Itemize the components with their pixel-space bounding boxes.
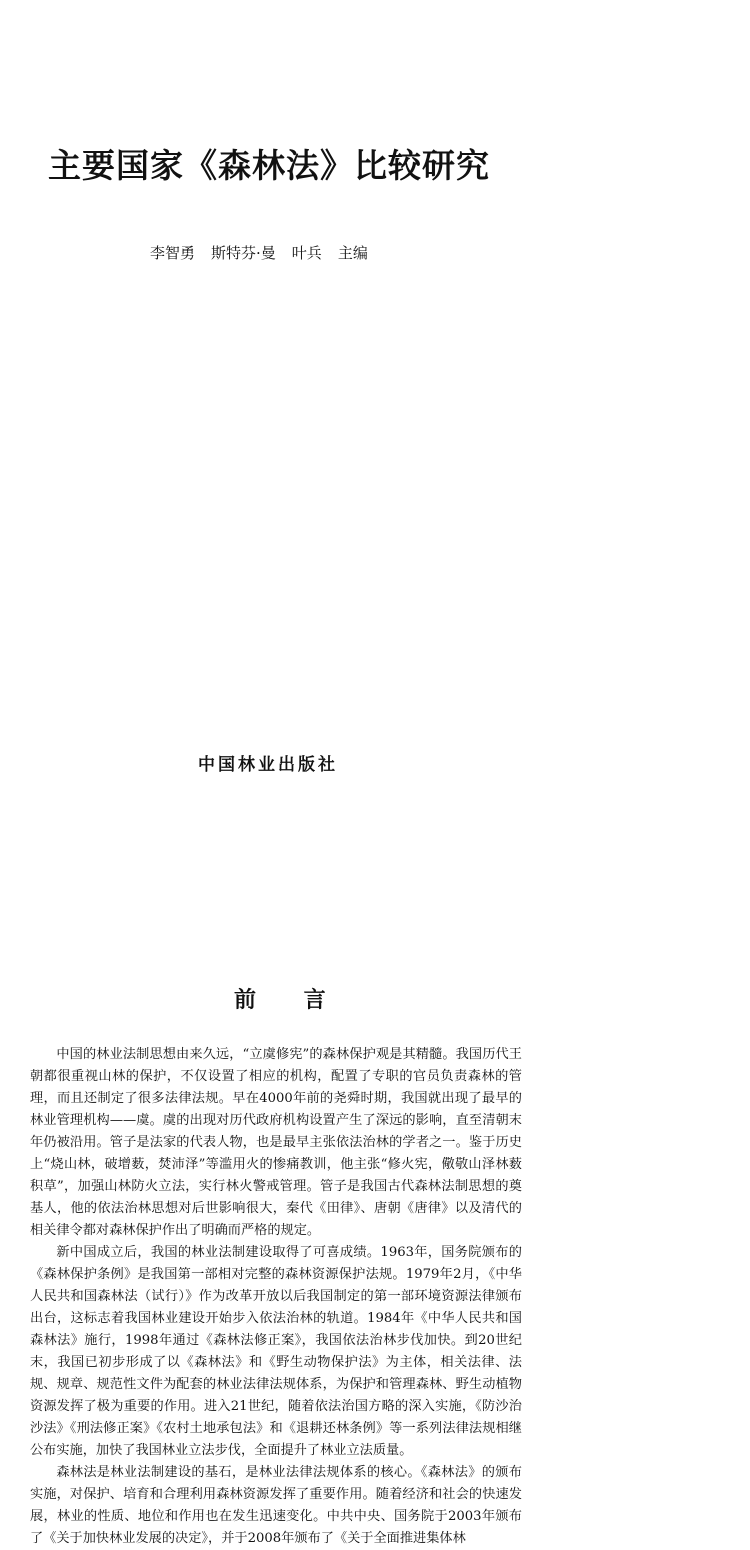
preface-paragraph: 森林法是林业法制建设的基石，是林业法律法规体系的核心。《森林法》的颁布实施，对保护、培育和合理利用森林资源发挥了重要作用。随着经济和社会的快速发展，林业的性质、地位和作用也在发生迅速变化。中共中央、国务院于2003年颁布了《关于加快林业发展的决定》，并于2008年颁布了《关于全面推进集体林 [30,1465,522,1546]
publisher-name: 中国林业出版社 [198,755,338,775]
author-line [150,242,368,263]
author-name: 叶兵 [291,244,322,262]
preface-body [30,1044,522,1550]
book-title: 主要国家《森林法》比较研究 [48,146,490,185]
author-name: 斯特芬·曼 [211,244,276,262]
preface-heading: 前 言 [234,987,346,1013]
author-name: 李智勇 [150,244,196,262]
preface-paragraph: 中国的林业法制思想由来久远，“立虞修宪”的森林保护观是其精髓。我国历代王朝都很重视山林的保护，不仅设置了相应的机构，配置了专职的官员负责森林的管理，而且还制定了很多法律法规。早在4000年前的尧舜时期，我国就出现了最早的林业管理机构——虞。虞的出现对历代政府机构设置产生了深远的影响，直至清朝末年仍被沿用。管子是法家的代表人物，也是最早主张依法治林的学者之一。鉴于历史上“烧山林，破增薮，焚沛泽”等滥用火的惨痛教训，他主张“修火宪，儆敬山泽林薮积草”，加强山林防火立法，实行林火警戒管理。管子是我国古代森林法制思想的奠基人，他的依法治林思想对后世影响很大，秦代《田律》、唐朝《唐律》以及清代的相关律令都对森林保护作出了明确而严格的规定。 [30,1047,522,1238]
editor-role: 主编 [337,244,368,262]
preface-paragraph: 新中国成立后，我国的林业法制建设取得了可喜成绩。1963年，国务院颁布的《森林保护条例》是我国第一部相对完整的森林资源保护法规。1979年2月，《中华人民共和国森林法（试行）》作为改革开放以后我国制定的第一部环境资源法律颁布出台，这标志着我国林业建设开始步入依法治林的轨道。1984年《中华人民共和国森林法》施行，1998年通过《森林法修正案》，我国依法治林步伐加快。到20世纪末，我国已初步形成了以《森林法》和《野生动物保护法》为主体，相关法律、法规、规章、规范性文件为配套的林业法律法规体系，为保护和管理森林、野生动植物资源发挥了极为重要的作用。进入21世纪，随着依法治国方略的深入实施，《防沙治沙法》《刑法修正案》《农村土地承包法》和《退耕还林条例》等一系列法律法规相继公布实施，加快了我国林业立法步伐，全面提升了林业立法质量。 [30,1245,522,1458]
